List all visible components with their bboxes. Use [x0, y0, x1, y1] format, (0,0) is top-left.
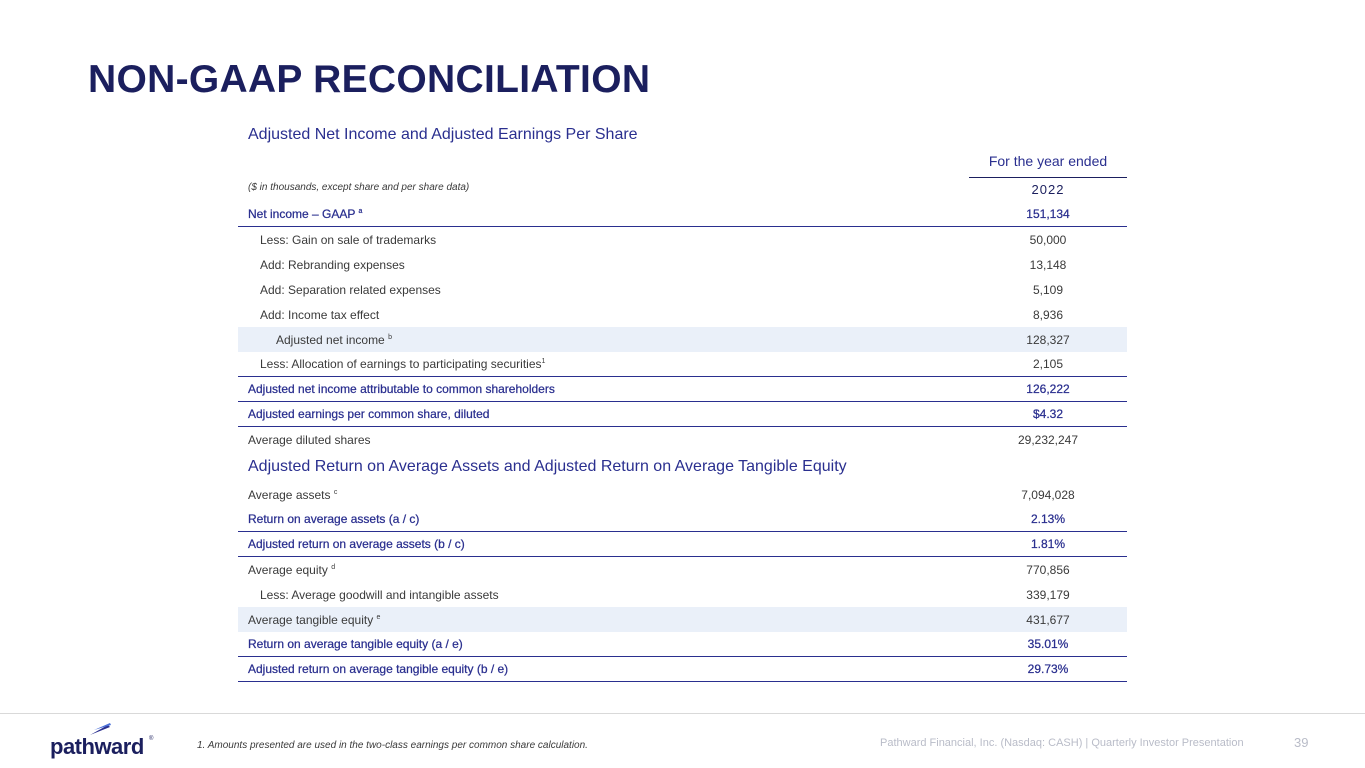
table-row-net-income-gaap: [238, 202, 1127, 227]
row-value: 339,179: [1026, 587, 1070, 602]
footnote: 1. Amounts presented are used in the two-class earnings per common share calculation.: [197, 740, 588, 751]
row-label: Return on average assets (a / c): [248, 512, 420, 526]
table-row-average-equity: [238, 557, 1127, 582]
table-row-attributable-common: [238, 377, 1127, 402]
table-row-income-tax: [238, 302, 1127, 327]
page-title: NON-GAAP RECONCILIATION: [88, 58, 651, 101]
logo-registered-mark: ®: [149, 736, 154, 742]
table-row-tangible-equity: [238, 607, 1127, 632]
table-row-gain-on-sale: [238, 227, 1127, 252]
table-row-diluted-shares: [238, 427, 1127, 452]
row-footnote-marker: c: [333, 488, 338, 496]
row-value: 2.13%: [1030, 512, 1066, 526]
table-row-roaa: [238, 507, 1127, 532]
row-value: 7,094,028: [1021, 487, 1075, 502]
table-row-rotce: [238, 632, 1127, 657]
table-row-separation: [238, 277, 1127, 302]
row-footnote-marker: d: [331, 563, 336, 571]
section-title-adjusted-return: Adjusted Return on Average Assets and Adjusted Return on Average Tangible Equity: [248, 458, 847, 475]
row-label: Add: Separation related expenses: [260, 282, 441, 297]
row-value: 770,856: [1026, 562, 1070, 577]
row-label: Adjusted return on average tangible equity (b / e): [248, 662, 509, 676]
units-note: ($ in thousands, except share and per share data): [248, 182, 470, 193]
pathward-logo: [50, 722, 155, 762]
row-value: 13,148: [1029, 257, 1067, 272]
row-footnote-marker: e: [376, 613, 381, 621]
row-footnote-marker: b: [388, 333, 392, 341]
row-value: 128,327: [1026, 332, 1070, 347]
row-value: 8,936: [1032, 307, 1064, 322]
row-label: Return on average tangible equity (a / e): [248, 637, 463, 651]
row-value: 126,222: [1026, 382, 1070, 396]
row-label: Adjusted net income attributable to common shareholders: [248, 382, 555, 396]
column-header: [238, 150, 1127, 177]
table-row-adjusted-net-income: [238, 327, 1127, 352]
row-value: $4.32: [1032, 407, 1064, 421]
row-footnote-marker: a: [358, 208, 363, 215]
row-value: 29,232,247: [1017, 432, 1079, 447]
row-label: Add: Income tax effect: [260, 307, 380, 322]
row-label: Average tangible equity: [248, 612, 374, 627]
units-row: [238, 177, 1127, 202]
logo-wordmark: pathward: [50, 734, 144, 759]
table-row-rebranding: [238, 252, 1127, 277]
row-value: 29.73%: [1027, 662, 1069, 676]
row-label: Average assets: [248, 487, 331, 502]
row-label: Add: Rebranding expenses: [260, 257, 405, 272]
row-value: 50,000: [1029, 232, 1067, 247]
row-value: 1.81%: [1030, 537, 1066, 551]
row-label: Adjusted earnings per common share, diluted: [248, 407, 490, 421]
row-footnote-marker: 1: [541, 358, 546, 365]
page-number: 39: [1294, 735, 1309, 750]
footer-divider: [0, 713, 1365, 714]
row-label: Average diluted shares: [248, 432, 371, 447]
row-label: Net income – GAAP: [248, 207, 356, 221]
row-value: 151,134: [1026, 207, 1070, 221]
reconciliation-table: [238, 120, 1127, 682]
row-label: Adjusted return on average assets (b / c): [248, 537, 465, 551]
table-row-allocation: [238, 352, 1127, 377]
row-value: 5,109: [1032, 282, 1064, 297]
table-row-adjusted-roaa: [238, 532, 1127, 557]
row-label: Average equity: [248, 562, 328, 577]
table-row-adjusted-rotce: [238, 657, 1127, 682]
table-row-adjusted-eps: [238, 402, 1127, 427]
row-value: 35.01%: [1027, 637, 1069, 651]
table-row-average-assets: [238, 482, 1127, 507]
row-label: Adjusted net income: [276, 332, 385, 347]
year-header: 2022: [1031, 182, 1065, 197]
row-label: Less: Gain on sale of trademarks: [260, 232, 437, 247]
row-value: 2,105: [1032, 357, 1064, 371]
table-row-goodwill: [238, 582, 1127, 607]
row-label: Less: Allocation of earnings to participating securities: [260, 357, 542, 371]
period-header: For the year ended: [988, 153, 1108, 169]
row-value: 431,677: [1026, 612, 1070, 627]
row-label: Less: Average goodwill and intangible assets: [260, 587, 499, 602]
footer-company-info: Pathward Financial, Inc. (Nasdaq: CASH) | Quarterly Investor Presentation: [880, 737, 1244, 749]
section-title-adjusted-net-income: Adjusted Net Income and Adjusted Earnings Per Share: [248, 126, 638, 143]
